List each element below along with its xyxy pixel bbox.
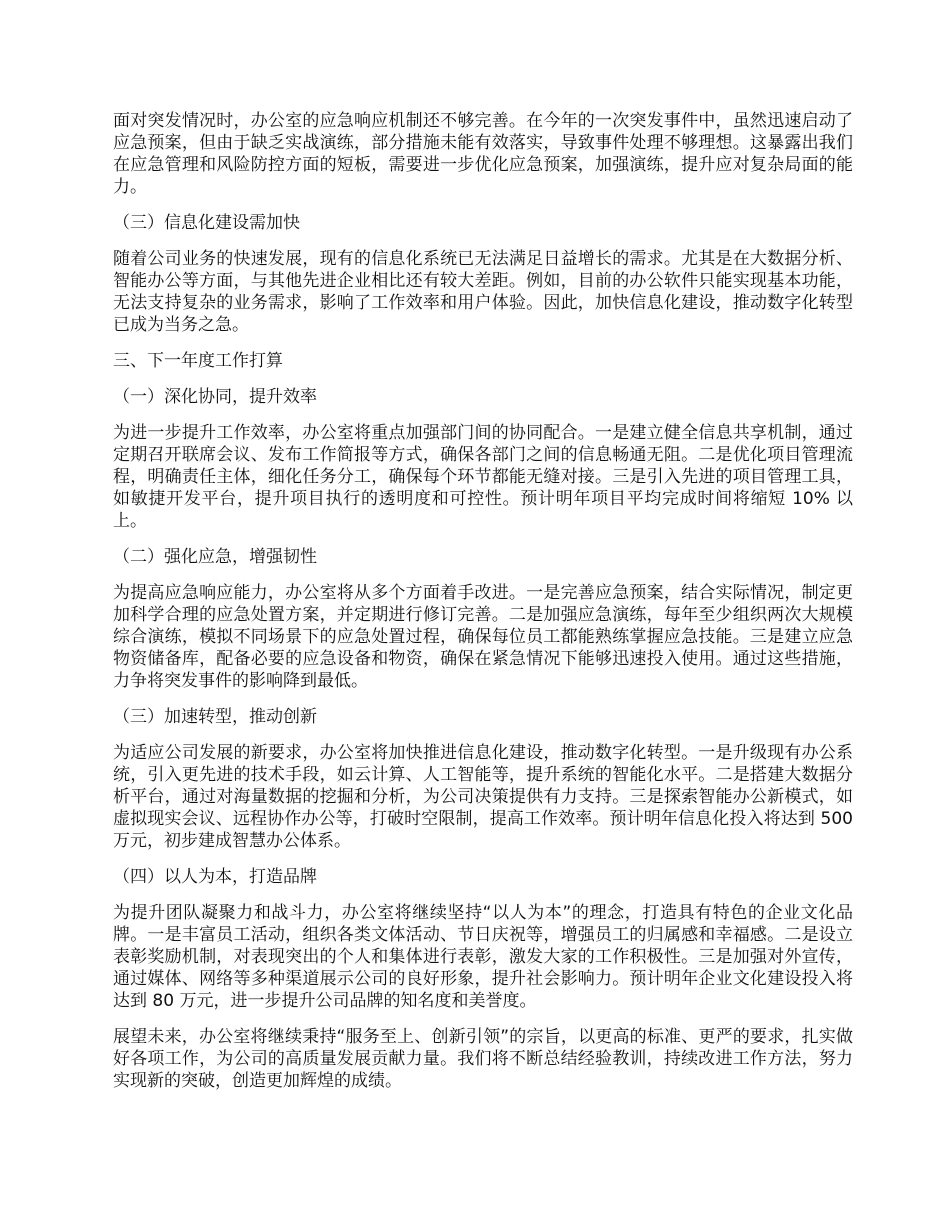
section-heading-next-year-plan: 三、下一年度工作打算 <box>113 351 283 371</box>
heading-people-oriented: （四）以人为本，打造品牌 <box>113 867 317 887</box>
paragraph-deepen-collaboration: 为进一步提升工作效率，办公室将重点加强部门间的协同配合。一是建立健全信息共享机制，通过定期召开联席会议、发布工作简报等方式，确保各部门之间的信息畅通无阻。二是优化项目管理流程，明确责任主体，细化任务分工，确保每个环节都能无缝对接。三是引入先进的项目管理工具，如敏捷开发平台，提升项目执行的透明度和可控性。预计明年项目平均完成时间将缩短 10% 以上。 <box>113 423 853 531</box>
heading-deepen-collaboration: （一）深化协同，提升效率 <box>113 387 317 407</box>
paragraph-accelerate-transformation: 为适应公司发展的新要求，办公室将加快推进信息化建设，推动数字化转型。一是升级现有办公系统，引入更先进的技术手段，如云计算、人工智能等，提升系统的智能化水平。二是搭建大数据分析平台，通过对海量数据的挖掘和分析，为公司决策提供有力支持。三是探索智能办公新模式，如虚拟现实会议、远程协作办公等，打破时空限制，提高工作效率。预计明年信息化投入将达到 500 万元，初步建成智慧办公体系。 <box>113 743 853 851</box>
heading-strengthen-emergency: （二）强化应急，增强韧性 <box>113 547 317 567</box>
document-page <box>113 110 853 1106</box>
paragraph-people-oriented: 为提升团队凝聚力和战斗力，办公室将继续坚持“以人为本”的理念，打造具有特色的企业文化品牌。一是丰富员工活动，组织各类文体活动、节日庆祝等，增强员工的归属感和幸福感。二是设立表彰奖励机制，对表现突出的个人和集体进行表彰，激发大家的工作积极性。三是加强对外宣传，通过媒体、网络等多种渠道展示公司的良好形象，提升社会影响力。预计明年企业文化建设投入将达到 80 万元，进一步提升公司品牌的知名度和美誉度。 <box>113 903 853 1011</box>
heading-accelerate-transformation: （三）加速转型，推动创新 <box>113 707 317 727</box>
paragraph-emergency-response: 面对突发情况时，办公室的应急响应机制还不够完善。在今年的一次突发事件中，虽然迅速启动了应急预案，但由于缺乏实战演练，部分措施未能有效落实，导致事件处理不够理想。这暴露出我们在应急管理和风险防控方面的短板，需要进一步优化应急预案，加强演练，提升应对复杂局面的能力。 <box>113 111 853 197</box>
heading-it-construction: （三）信息化建设需加快 <box>113 213 300 233</box>
paragraph-strengthen-emergency: 为提高应急响应能力，办公室将从多个方面着手改进。一是完善应急预案，结合实际情况，制定更加科学合理的应急处置方案，并定期进行修订完善。二是加强应急演练，每年至少组织两次大规模综合演练，模拟不同场景下的应急处置过程，确保每位员工都能熟练掌握应急技能。三是建立应急物资储备库，配备必要的应急设备和物资，确保在紧急情况下能够迅速投入使用。通过这些措施，力争将突发事件的影响降到最低。 <box>113 583 853 691</box>
paragraph-outlook: 展望未来，办公室将继续秉持“服务至上、创新引领”的宗旨，以更高的标准、更严的要求，扎实做好各项工作，为公司的高质量发展贡献力量。我们将不断总结经验教训，持续改进工作方法，努力实现新的突破，创造更加辉煌的成绩。 <box>113 1027 853 1091</box>
paragraph-it-construction: 随着公司业务的快速发展，现有的信息化系统已无法满足日益增长的需求。尤其是在大数据分析、智能办公等方面，与其他先进企业相比还有较大差距。例如，目前的办公软件只能实现基本功能，无法支持复杂的业务需求，影响了工作效率和用户体验。因此，加快信息化建设，推动数字化转型已成为当务之急。 <box>113 249 853 335</box>
